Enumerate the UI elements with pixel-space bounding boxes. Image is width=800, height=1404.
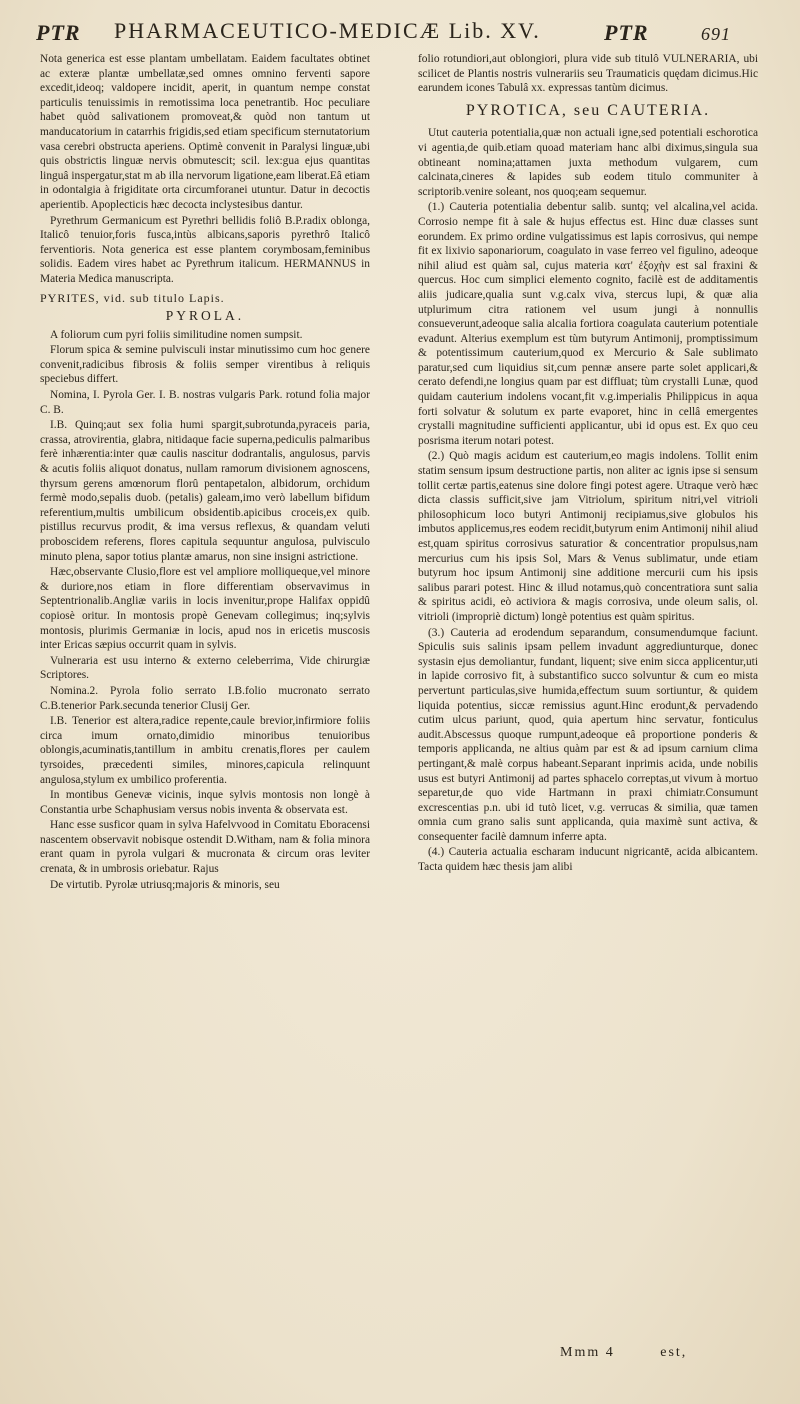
header-title: PHARMACEUTICO-MEDICÆ Lib. XV. — [114, 18, 541, 43]
paragraph: Vulneraria est usu interno & externo celeberrima, Vide chirurgiæ Scriptores. — [40, 654, 370, 682]
paragraph: Nomina, I. Pyrola Ger. I. B. nostras vulgaris Park. rotund folia major C. B. — [40, 389, 370, 416]
left-column — [40, 52, 370, 893]
paragraph: (2.) Quò magis acidum est cauterium,eo magis indolens. Tollit enim statim sensum ipsum destructione partis, non aliter ac ignis ipse si sensum tollit certæ partis,eatenus sine dolore fingi potest agere. Utraque verò hæc dicta classis sufficit,sive jam Vitriolum, spiritum nitri,vel vitrioli philosophicum loco butyri Antimonij recipiamus,sive globulos his imbutos applicemus,res eodem recidit,butyrum enim Antimonij nihil aliud est,quam spiritus corrosivus saturatior & concentratior propulsus,nam mercurius cum his ipsis Sol, Mars & Venus sublimatur, unde etiam butyrum hoc ipsum Antimonij sine additione mercurii cum his ipsis salibus parari potest. Hinc & illud notamus,quò concentratiora sunt salia & spiritus acidi, eò activiora & magis corrosiva, unde oleum salis, ol. vitrioli (impropriè dictum) longè potentius est quàm spiritus. — [418, 450, 758, 623]
signature-label: Mmm 4 — [560, 1345, 615, 1360]
paragraph: Nomina.2. Pyrola folio serrato I.B.folio mucronato serrato C.B.tenerior Park.secunda tenerior Clusij Ger. — [40, 684, 370, 712]
section-heading: PYROLA. — [165, 308, 245, 324]
paragraph: (1.) Cauteria potentialia debentur salib. suntq; vel alcalina,vel acida. Corrosio nempe fit à sale & hujus effectus est. Hinc duæ classes sunt eorundem. Ex primo ordine vulgatissimus est lapis corrosivus, qui nempe fit ex lixivio saponariorum, coagulato in vase ferreo vel figulino, adeoque nihil aliud est quàm sal, cujus materia κατ' ἐξοχὴν est sal fraxini & quercus. Hoc cum simplici elemento cognito, facilè est de additamentis aliis judicare,qualia sunt v.g.calx viva, stercus lupi, & quæ alia utplurimum citra rationem vel usum jungi à nonnullis consueverunt,adeoque salia alcalia fortiora coagulata cauterium potentiale evadunt. Alterius exemplum est tùm butyrum Antimonij, promptissimum & potentissimum cauterium,quod ex Mercurio & Sale sublimato paratur,sed cum liquidius sit,cum pennæ ansere parte solet applicari,& cerato defendi,ne longius quam par est diffluat; tùm crystalli Lunæ, quod quidam cauterium indolens vocant,fit v.g.imperialis Philippicus in aqua forti solvatur & solutum ex parte evaporet, hinc in cellâ emergentes crystalli magnitudine sufficienti applicantur, ubi id opus est. Ex quo ceu posrisma iterum notari potest. — [418, 201, 758, 447]
catchword: est, — [660, 1345, 688, 1360]
paragraph: In montibus Genevæ vicinis, inque sylvis montosis non longè à Constantia urbe Schaphusiam versus nobis inventa & observata est. — [40, 789, 370, 816]
running-header — [36, 18, 776, 52]
header-right-abbrev: PTR — [604, 20, 649, 45]
paragraph: (3.) Cauteria ad erodendum separandum, consumendumque faciunt. Spiculis suis salinis ipsam pellem invadunt aggrediunturque, donec systasin ejus demoliantur, fundant, liquent; sive enim sicca applicentur,uti in lapide corrosivo fit, à substantifico succo solvuntur & cum eo mista pervertunt particulas,sive humida,effectum suum sortiuntur, & quidem liquida potentius, siccæ remissius agunt.Hinc erodunt,& pervadendo cutim ulcus pariunt, quod, quia apertum hinc servatur, fonticulus audit.Abscessus quoque rumpunt,adeoque eâ proportione ponderis & temporis applicanda, ne altius quàm par est & ad ipsum carnium clima pertingant,& malè corpus habeant.Separant inprimis acida, unde nobilis usus est butyri Antimonij ad partes sphacelo correptas,ut vivum à mortuo separetur,de quo vide Hartmann in praxi chimiatr.Consumunt excrescentias p.n. ubi id tutò licet, v.g. verrucas & similia, quæ tamen omnia cum grano salis sunt applicanda, quia maximè sunt activa, & consequenter facilè damnum inferre apta. — [418, 626, 758, 843]
paragraph: Utut cauteria potentialia,quæ non actuali igne,sed potentiali eschorotica vi agentia,de quib.etiam quoad materiam hanc albi diximus,singula sua obtineant nomina;attamen juxta methodum vulgarem, cum calcinata,cineres & lapides sub eodem titulo communiter à scriptorib.venire soleant, nos quoq;eam sequemur. — [418, 127, 758, 198]
paragraph: Nota generica est esse plantam umbellatam. Eaidem facultates obtinet ac exteræ plantæ umbellatæ,sed omnes omnino ferventi sapore excedit,ideoq; valdopere incidit, aperit, in quantum nempe constat particulis tenuissimis in remotissima loca penetrantib. Hoc peculiare habet quòd salivationem promoveat,& quòd non tantum ut manducatorium in catarrhis frigidis,sed etiam specificum sternutatorium vasa cerebri obstructa aperiens. Optimè convenit in Paralysi linguæ,ubi quis obstrictis linguæ nervis obmutescit; scil. lex:gua ejus quantitas linguâ inspergatur,stat m ab illa nervorum ligatione,eam liberat.Eâ etiam in odontalgia à frigiditate orta circumforanei utuntur. Datur in decoctis aperientib. Apoplecticis hæc decocta inclystesibus dantur. — [40, 53, 370, 211]
section-heading: PYROTICA, seu CAUTERIA. — [465, 101, 711, 119]
paragraph: (4.) Cauteria actualia escharam inducunt nigricantē, acida albicantem. Tacta quidem hæc thesis jam alibi — [418, 846, 758, 874]
right-column — [418, 52, 758, 876]
header-left-abbrev: PTR — [36, 20, 81, 45]
paragraph: folio rotundiori,aut oblongiori, plura vide sub titulô VULNERARIA, ubi scilicet de Plantis nostris vulnerariis seu Traumaticis quędam dicimus.Hic earundem icones Tabulâ xx. expressas tantùm dicimus. — [418, 53, 758, 95]
paragraph: Hanc esse susficor quam in sylva Hafelvvood in Comitatu Eboracensi nascentem observavit nobisque ostendit D.Witham, nam & folia minora erant quam in pyrola vulgari & mucronata & circum oras leviter crenata, & in umbrosis oriebatur. Rajus — [40, 819, 370, 876]
paragraph: I.B. Tenerior est altera,radice repente,caule brevior,infirmiore foliis circa imum ornato,dimidio minoribus tenuioribus oblongis,acuminatis,tantillum in ambitu crenatis,flores per caulem tyrsoides, præcedenti similes, minores,capicula relinquunt angulosa,stylum ex umbilico proferentia. — [40, 715, 370, 786]
paragraph: De virtutib. Pyrolæ utriusq;majoris & minoris, seu — [50, 878, 280, 891]
page-number: 691 — [701, 24, 731, 44]
paragraph: Pyrethrum Germanicum est Pyrethri bellidis foliô B.P.radix oblonga, Italicô tenuior,foris fusca,intùs albicans,saporis pyrethrô Italicô ferventioris. Nota generica est esse plantem corymbosam,feminibus solidis. Eadem vires habet ac Pyrethrum italicum. HERMANNUS in Materia Medica manuscripta. — [40, 214, 370, 285]
paragraph: Florum spica & semine pulvisculi instar minutissimo cum hoc genere convenit,radicibus fibrosis & foliis semper virentibus à reliquis speciebus differt. — [40, 344, 370, 386]
cross-reference-heading: PYRITES, vid. sub titulo Lapis. — [40, 290, 225, 305]
paragraph: A foliorum cum pyri foliis similitudine nomen sumpsit. — [50, 328, 303, 341]
signature-mark — [560, 1345, 687, 1361]
paragraph: I.B. Quinq;aut sex folia humi spargit,subrotunda,pyraceis paria, crassa, atrovirentia, glabra, nitidaque facie superna,pediculis palmaribus ferè inhærentia:inter quæ caulis nascitur dodrantalis, angulosus, parvis & acutis foliis aliquot donatus, nullam ramorum divisionem agnoscens, thyrsum gerens amœnorum florû pentapetalon, albidorum, orchidum fermè modo,sepalis duob. (petalis) galeam,imo verò labellum bifidum referentium,multis umbilicum obsidentib.apicibus croceis,ex quib. pistillus recurvus prodit, & ima versus reflexus, & quandam veluti proboscidem referens, flores capitula sequuntur angulosa, pulvisculo minuto plena, sapor totius plantæ amarus, non sine insigni astrictione. — [40, 419, 370, 563]
paragraph: Hæc,observante Clusio,flore est vel ampliore molliqueque,vel minore & duriore,nos etiam in flore differentiam observavimus in Septentrionalib.Angliæ variis in locis invenitur,prope Halifax oppidû copiosè oritur. In montosis propè Genevam collegimus; inq;sylvis montosis, plurimis Germaniæ in locis, apud nos in ericetis muscosis inter Ericas sæpius occurrit quam in sylvis. — [40, 566, 370, 652]
